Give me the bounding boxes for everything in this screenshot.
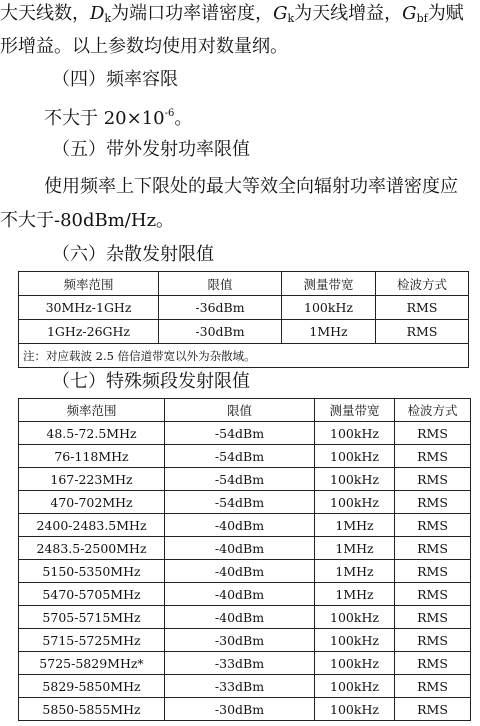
header-frequency-range: 频率范围 xyxy=(19,399,165,422)
cell-limit: -54dBm xyxy=(165,491,315,514)
cell-limit: -33dBm xyxy=(165,652,315,675)
cell-frequency-range: 167-223MHz xyxy=(19,468,165,491)
cell-detector: RMS xyxy=(395,606,471,629)
intro-text: 大天线数， xyxy=(0,3,90,24)
cell-detector: RMS xyxy=(395,491,471,514)
cell-frequency-range: 470-702MHz xyxy=(19,491,165,514)
table-row xyxy=(19,560,471,583)
intro-line-2: 形增益。以上参数均使用对数量纲。 xyxy=(0,36,288,57)
section-7-heading: （七）特殊频段发射限值 xyxy=(52,371,250,392)
symbol-gk-sub: k xyxy=(287,12,295,25)
frequency-tolerance-text: 不大于 20×10 xyxy=(44,108,165,129)
cell-limit: -54dBm xyxy=(165,422,315,445)
header-limit: 限值 xyxy=(165,399,315,422)
cell-frequency-range: 5150-5350MHz xyxy=(19,560,165,583)
symbol-dk-sub: k xyxy=(104,12,112,25)
cell-detector: RMS xyxy=(395,537,471,560)
cell-frequency-range: 30MHz-1GHz xyxy=(19,296,159,320)
header-measurement-bandwidth: 测量带宽 xyxy=(282,272,376,296)
section-6-heading: （六）杂散发射限值 xyxy=(52,244,214,265)
intro-text: 为天线增益， xyxy=(294,3,403,24)
cell-frequency-range: 5715-5725MHz xyxy=(19,629,165,652)
header-measurement-bandwidth: 测量带宽 xyxy=(315,399,395,422)
cell-bandwidth: 100kHz xyxy=(315,491,395,514)
cell-bandwidth: 100kHz xyxy=(282,296,376,320)
cell-frequency-range: 76-118MHz xyxy=(19,445,165,468)
cell-limit: -54dBm xyxy=(165,468,315,491)
section-5-line-2: 不大于-80dBm/Hz。 xyxy=(0,210,175,231)
cell-bandwidth: 100kHz xyxy=(315,629,395,652)
cell-frequency-range: 5470-5705MHz xyxy=(19,583,165,606)
cell-limit: -30dBm xyxy=(165,629,315,652)
cell-limit: -30dBm xyxy=(165,698,315,721)
cell-frequency-range: 2483.5-2500MHz xyxy=(19,537,165,560)
frequency-tolerance-end: 。 xyxy=(174,108,193,129)
table-row xyxy=(19,698,471,721)
table-row xyxy=(19,320,469,344)
cell-limit: -36dBm xyxy=(159,296,282,320)
header-detector: 检波方式 xyxy=(395,399,471,422)
table-row xyxy=(19,491,471,514)
cell-limit: -40dBm xyxy=(165,606,315,629)
frequency-tolerance-exponent: -6 xyxy=(164,108,175,119)
header-detector: 检波方式 xyxy=(376,272,469,296)
cell-frequency-range: 48.5-72.5MHz xyxy=(19,422,165,445)
cell-detector: RMS xyxy=(376,296,469,320)
table-row xyxy=(19,583,471,606)
cell-detector: RMS xyxy=(395,629,471,652)
cell-detector: RMS xyxy=(395,698,471,721)
cell-bandwidth: 1MHz xyxy=(315,514,395,537)
cell-frequency-range: 5725-5829MHz* xyxy=(19,652,165,675)
cell-limit: -33dBm xyxy=(165,675,315,698)
cell-frequency-range: 1GHz-26GHz xyxy=(19,320,159,344)
table-header-row xyxy=(19,272,469,296)
cell-limit: -54dBm xyxy=(165,445,315,468)
table-row xyxy=(19,629,471,652)
section-5-line-1: 使用频率上下限处的最大等效全向辐射功率谱密度应 xyxy=(44,176,458,197)
table-row xyxy=(19,445,471,468)
cell-detector: RMS xyxy=(395,652,471,675)
cell-detector: RMS xyxy=(395,422,471,445)
cell-limit: -40dBm xyxy=(165,560,315,583)
cell-frequency-range: 5850-5855MHz xyxy=(19,698,165,721)
cell-detector: RMS xyxy=(395,583,471,606)
spurious-emission-table xyxy=(18,271,469,368)
cell-limit: -40dBm xyxy=(165,583,315,606)
cell-detector: RMS xyxy=(395,560,471,583)
cell-frequency-range: 5829-5850MHz xyxy=(19,675,165,698)
special-band-emission-table xyxy=(18,398,471,721)
table-note-row xyxy=(19,344,469,368)
table-row xyxy=(19,537,471,560)
cell-limit: -40dBm xyxy=(165,537,315,560)
symbol-gk: G xyxy=(273,3,288,24)
section-4-heading: （四）频率容限 xyxy=(52,69,178,90)
intro-text: 为赋 xyxy=(427,3,464,24)
cell-frequency-range: 2400-2483.5MHz xyxy=(19,514,165,537)
cell-limit: -40dBm xyxy=(165,514,315,537)
cell-bandwidth: 100kHz xyxy=(315,422,395,445)
table-row xyxy=(19,675,471,698)
table-note: 注：对应载波 2.5 倍信道带宽以外为杂散域。 xyxy=(19,344,469,368)
cell-bandwidth: 100kHz xyxy=(315,468,395,491)
cell-detector: RMS xyxy=(395,675,471,698)
cell-bandwidth: 100kHz xyxy=(315,606,395,629)
cell-bandwidth: 1MHz xyxy=(315,583,395,606)
symbol-gbf-sub: bf xyxy=(416,12,428,25)
table-row xyxy=(19,296,469,320)
header-frequency-range: 频率范围 xyxy=(19,272,159,296)
cell-limit: -30dBm xyxy=(159,320,282,344)
cell-frequency-range: 5705-5715MHz xyxy=(19,606,165,629)
table-row xyxy=(19,652,471,675)
cell-bandwidth: 100kHz xyxy=(315,652,395,675)
table-row xyxy=(19,468,471,491)
cell-bandwidth: 1MHz xyxy=(282,320,376,344)
cell-detector: RMS xyxy=(395,445,471,468)
intro-text: 为端口功率谱密度， xyxy=(111,3,274,24)
symbol-gbf: G xyxy=(402,3,417,24)
cell-detector: RMS xyxy=(395,514,471,537)
cell-bandwidth: 100kHz xyxy=(315,445,395,468)
cell-bandwidth: 100kHz xyxy=(315,675,395,698)
table-row xyxy=(19,514,471,537)
section-5-heading: （五）带外发射功率限值 xyxy=(52,139,250,160)
cell-bandwidth: 1MHz xyxy=(315,560,395,583)
table-row xyxy=(19,422,471,445)
table-header-row xyxy=(19,399,471,422)
symbol-dk: D xyxy=(90,3,105,24)
cell-bandwidth: 1MHz xyxy=(315,537,395,560)
cell-detector: RMS xyxy=(395,468,471,491)
table-row xyxy=(19,606,471,629)
intro-line-1 xyxy=(0,2,476,31)
section-4-text xyxy=(44,102,480,131)
cell-detector: RMS xyxy=(376,320,469,344)
cell-bandwidth: 100kHz xyxy=(315,698,395,721)
header-limit: 限值 xyxy=(159,272,282,296)
